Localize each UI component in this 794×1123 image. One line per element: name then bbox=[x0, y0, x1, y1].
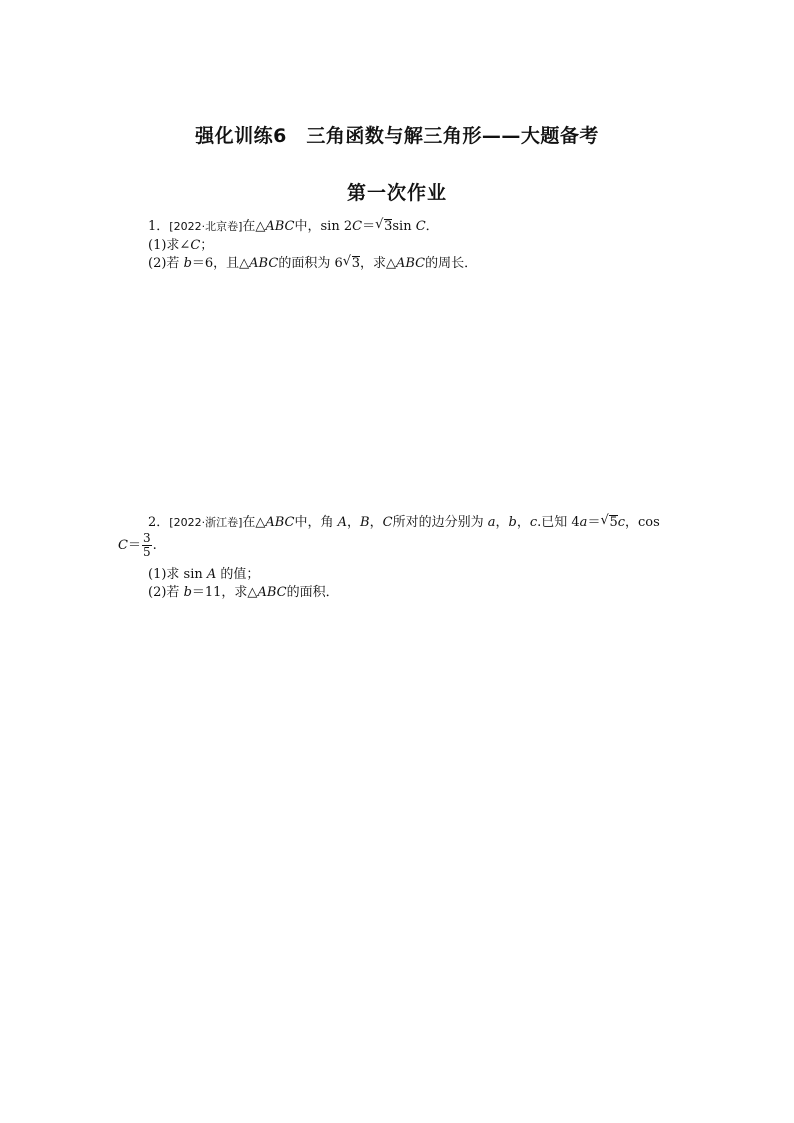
section-title: 第一次作业 bbox=[346, 182, 447, 204]
question-1-stem bbox=[148, 218, 439, 235]
page-title: 强化训练6 三角函数与解三角形——大题备考 bbox=[195, 125, 599, 147]
math-var: C bbox=[382, 515, 393, 530]
question-2-part-2 bbox=[148, 584, 339, 601]
math-var: ABC bbox=[265, 219, 295, 234]
text: ，求△ bbox=[360, 256, 396, 271]
math-var: b bbox=[183, 256, 192, 271]
text: ＝11，求△ bbox=[191, 585, 258, 600]
text: ， bbox=[516, 515, 530, 530]
math-var: a bbox=[487, 515, 496, 530]
math-var: b bbox=[508, 515, 517, 530]
text: ＝6，且△ bbox=[191, 256, 250, 271]
text: (1)求 sin bbox=[148, 567, 207, 582]
fraction bbox=[142, 532, 152, 559]
sqrt-expression: √ 3 bbox=[375, 217, 393, 234]
math-var: A bbox=[337, 515, 348, 530]
text: . bbox=[152, 538, 157, 553]
math-var: ABC bbox=[249, 256, 279, 271]
sqrt-argument: 3 bbox=[384, 219, 393, 234]
question-1-part-1 bbox=[148, 237, 213, 254]
text: 在△ bbox=[242, 219, 266, 234]
sqrt-argument: 3 bbox=[351, 256, 360, 271]
text: 中，sin 2 bbox=[294, 219, 353, 234]
text: ． bbox=[425, 219, 439, 234]
fraction-numerator: 3 bbox=[142, 531, 151, 545]
sqrt-argument: 5 bbox=[609, 515, 618, 530]
math-var: C bbox=[352, 219, 363, 234]
text: 的值； bbox=[216, 567, 260, 582]
question-1-part-2 bbox=[148, 255, 477, 272]
sqrt-expression: √ 5 bbox=[600, 513, 618, 530]
text: 的面积． bbox=[286, 585, 339, 600]
math-var: C bbox=[118, 538, 128, 553]
question-source: [2022·浙江卷] bbox=[169, 516, 243, 529]
math-var: ABC bbox=[396, 256, 426, 271]
text: ＝ bbox=[362, 219, 376, 234]
text: sin bbox=[392, 219, 416, 234]
text: ，cos bbox=[625, 515, 660, 530]
text: (1)求∠ bbox=[148, 238, 191, 253]
question-number: 2． bbox=[148, 515, 170, 530]
question-2-stem bbox=[148, 514, 660, 531]
text: ＝ bbox=[587, 515, 601, 530]
sqrt-expression: √ 3 bbox=[342, 254, 360, 271]
text: ， bbox=[495, 515, 509, 530]
text: (2)若 bbox=[148, 256, 184, 271]
text: ； bbox=[200, 238, 214, 253]
math-var: c bbox=[617, 515, 626, 530]
text: 的周长． bbox=[425, 256, 478, 271]
text: (2)若 bbox=[148, 585, 184, 600]
text: ， bbox=[347, 515, 361, 530]
text: 中，角 bbox=[294, 515, 338, 530]
text: 所对的边分别为 bbox=[392, 515, 488, 530]
fraction-denominator: 5 bbox=[142, 545, 151, 559]
text: 在△ bbox=[242, 515, 266, 530]
math-var: c bbox=[529, 515, 538, 530]
question-2-stem-continued bbox=[118, 532, 157, 559]
question-source: [2022·北京卷] bbox=[169, 220, 243, 233]
math-var: a bbox=[579, 515, 588, 530]
question-number: 1． bbox=[148, 219, 170, 234]
text: ＝ bbox=[127, 538, 141, 553]
math-var: ABC bbox=[257, 585, 287, 600]
math-var: C bbox=[190, 238, 201, 253]
text: .已知 4 bbox=[537, 515, 580, 530]
math-var: C bbox=[415, 219, 426, 234]
question-2-part-1 bbox=[148, 566, 259, 583]
math-var: B bbox=[360, 515, 370, 530]
math-var: b bbox=[183, 585, 192, 600]
text: ， bbox=[369, 515, 383, 530]
text: 的面积为 6 bbox=[278, 256, 343, 271]
math-var: A bbox=[206, 567, 217, 582]
math-var: ABC bbox=[265, 515, 295, 530]
